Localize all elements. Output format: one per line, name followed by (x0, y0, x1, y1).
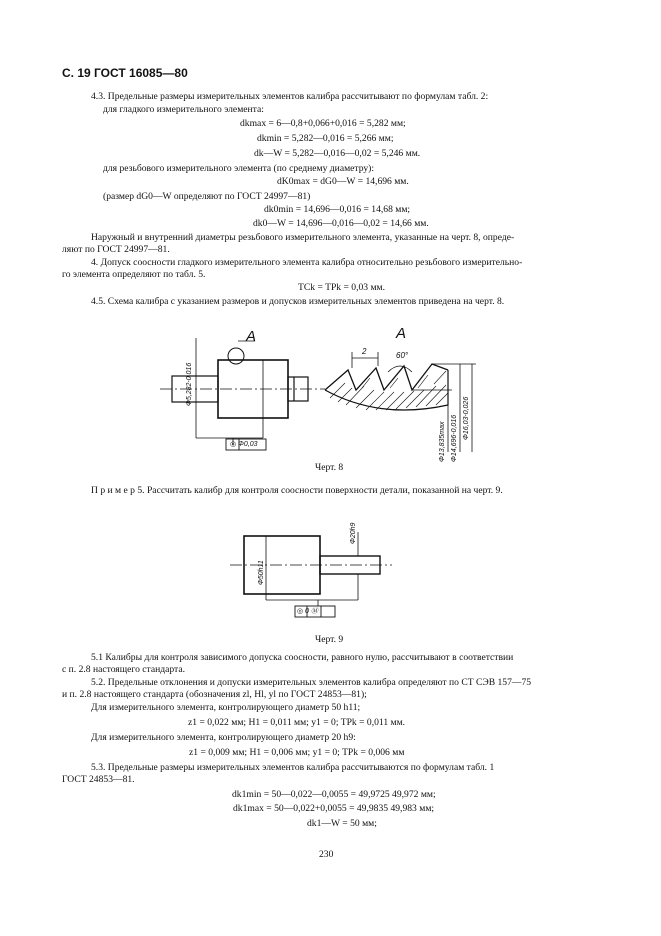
text-line: для гладкого измерительного элемента: (103, 104, 264, 115)
fig8-view-label-left: А (246, 328, 257, 345)
text-line: dk1—W = 50 мм; (307, 818, 377, 829)
fig8-dim-left: Φ5,282-0,016 (186, 362, 193, 406)
fig8-dim-r2: Φ14,696-0,016 (451, 414, 458, 462)
fig9-tolerance: ◎ 0 Ⓜ (297, 608, 318, 615)
text-line: Для измерительного элемента, контролирующего диаметр 20 h9: (91, 732, 356, 743)
text-line: dkmax = 6—0,8+0,066+0,016 = 5,282 мм; (240, 118, 406, 129)
text-line: 5.1 Калибры для контроля зависимого допуска соосности, равного нулю, рассчитывают в соответствии (91, 652, 514, 663)
fig8-pitch: 2 (362, 347, 367, 356)
text-line: П р и м е р 5. Рассчитать калибр для контроля соосности поверхности детали, показанной на черт. 9. (91, 485, 503, 496)
text-line: z1 = 0,009 мм; H1 = 0,006 мм; y1 = 0; TPk = 0,006 мм (189, 747, 405, 758)
fig9-dim-big: Φ50h11 (258, 560, 265, 585)
text-line: TCk = TPk = 0,03 мм. (298, 282, 386, 293)
text-line: го элемента определяют по табл. 5. (62, 269, 206, 280)
text-line: ляют по ГОСТ 24997—81. (62, 244, 170, 255)
text-line: 5.2. Предельные отклонения и допуски измерительных элементов калибра определяют по СТ СЭВ 157—75 (91, 677, 532, 688)
text-line: ГОСТ 24853—81. (62, 774, 135, 785)
text-line: dk0—W = 14,696—0,016—0,02 = 14,66 мм. (253, 218, 429, 229)
text-line: dK0max = dG0—W = 14,696 мм. (277, 176, 409, 187)
text-line: 4. Допуск соосности гладкого измерительного элемента калибра относительно резьбового измерительно- (91, 257, 523, 268)
text-line: и п. 2.8 настоящего стандарта (обозначения zl, Hl, yl по ГОСТ 24853—81); (62, 689, 367, 700)
fig8-tolerance: ◎ Φ0,03 (230, 441, 258, 448)
text-line: dk0min = 14,696—0,016 = 14,68 мм; (264, 204, 411, 215)
text-line: Для измерительного элемента, контролирующего диаметр 50 h11; (91, 702, 361, 713)
page-header: С. 19 ГОСТ 16085—80 (62, 66, 188, 80)
text-line: 5.3. Предельные размеры измерительных элементов калибра рассчитываются по формулам табл. 1 (91, 762, 495, 773)
text-line: Наружный и внутренний диаметры резьбового измерительного элемента, указанные на черт. 8, опреде- (91, 232, 515, 243)
fig8-dim-r3: Φ16,03-0,026 (463, 396, 470, 440)
fig8-dim-r1: Φ13,835max (439, 421, 446, 462)
text-line: dk—W = 5,282—0,016—0,02 = 5,246 мм. (254, 148, 421, 159)
text-line: dkmin = 5,282—0,016 = 5,266 мм; (257, 133, 394, 144)
text-line: 4.5. Схема калибра с указанием размеров и допусков измерительных элементов приведена на черт. 8. (91, 296, 505, 307)
text-line: с п. 2.8 настоящего стандарта. (62, 664, 185, 675)
text-line: dk1min = 50—0,022—0,0055 = 49,9725 49,972 мм; (232, 789, 436, 800)
text-line: для резьбового измерительного элемента (по среднему диаметру): (103, 163, 375, 174)
text-line: z1 = 0,022 мм; H1 = 0,011 мм; y1 = 0; TPk = 0,011 мм. (188, 717, 406, 728)
fig8-angle: 60° (396, 351, 409, 360)
fig9-caption: Черт. 9 (315, 634, 344, 645)
fig9-dim-small: Φ20h9 (350, 522, 357, 544)
text-line: dk1max = 50—0,022+0,0055 = 49,9835 49,983 мм; (233, 803, 435, 814)
text-line: 4.3. Предельные размеры измерительных элементов калибра рассчитывают по формулам табл. 2: (91, 91, 489, 102)
fig8-view-label-right: А (396, 325, 407, 342)
text-line: (размер dG0—W определяют по ГОСТ 24997—81) (103, 191, 311, 202)
fig8-caption: Черт. 8 (315, 462, 344, 473)
page-number: 230 (319, 849, 334, 860)
